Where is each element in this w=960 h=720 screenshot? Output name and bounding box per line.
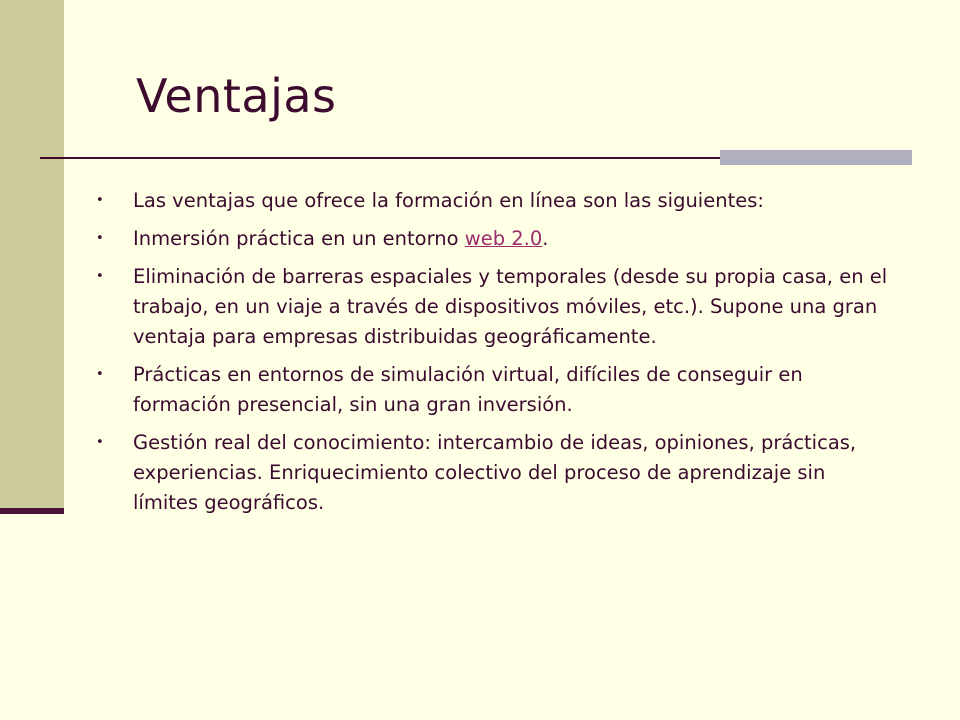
bullet-list <box>96 186 896 526</box>
bullet-item <box>96 186 896 216</box>
bullet-item <box>96 262 896 352</box>
bullet-item <box>96 360 896 420</box>
bullet-text: Eliminación de barreras espaciales y temporales (desde su propia casa, en el trabajo, en un viaje a través de dispositivos móviles, etc.). Supone una gran ventaja para empresas distribuidas geográficamente. <box>133 265 888 348</box>
bullet-text: Gestión real del conocimiento: intercambio de ideas, opiniones, prácticas, experiencias. Enriquecimiento colectivo del proceso de aprendizaje sin límites geográficos. <box>133 431 857 514</box>
bullet-dot: • <box>96 269 104 284</box>
bullet-dot: • <box>96 193 104 208</box>
bullet-text: Prácticas en entornos de simulación virtual, difíciles de conseguir en formación presencial, sin una gran inversión. <box>133 363 803 416</box>
bullet-item <box>96 428 896 518</box>
web20-link[interactable]: web 2.0 <box>464 227 543 250</box>
bullet-item <box>96 224 896 254</box>
bullet-text: Inmersión práctica en un entorno <box>133 227 465 250</box>
bullet-dot: • <box>96 367 104 382</box>
bullet-text: Las ventajas que ofrece la formación en línea son las siguientes: <box>133 189 764 212</box>
bullet-dot: • <box>96 435 104 450</box>
bullet-text-end: . <box>542 227 549 250</box>
title-underline-accent <box>720 150 912 165</box>
side-decoration-foot <box>0 508 64 514</box>
side-decoration-bar <box>0 0 64 512</box>
bullet-dot: • <box>96 231 104 246</box>
slide-title: Ventajas <box>136 69 337 123</box>
